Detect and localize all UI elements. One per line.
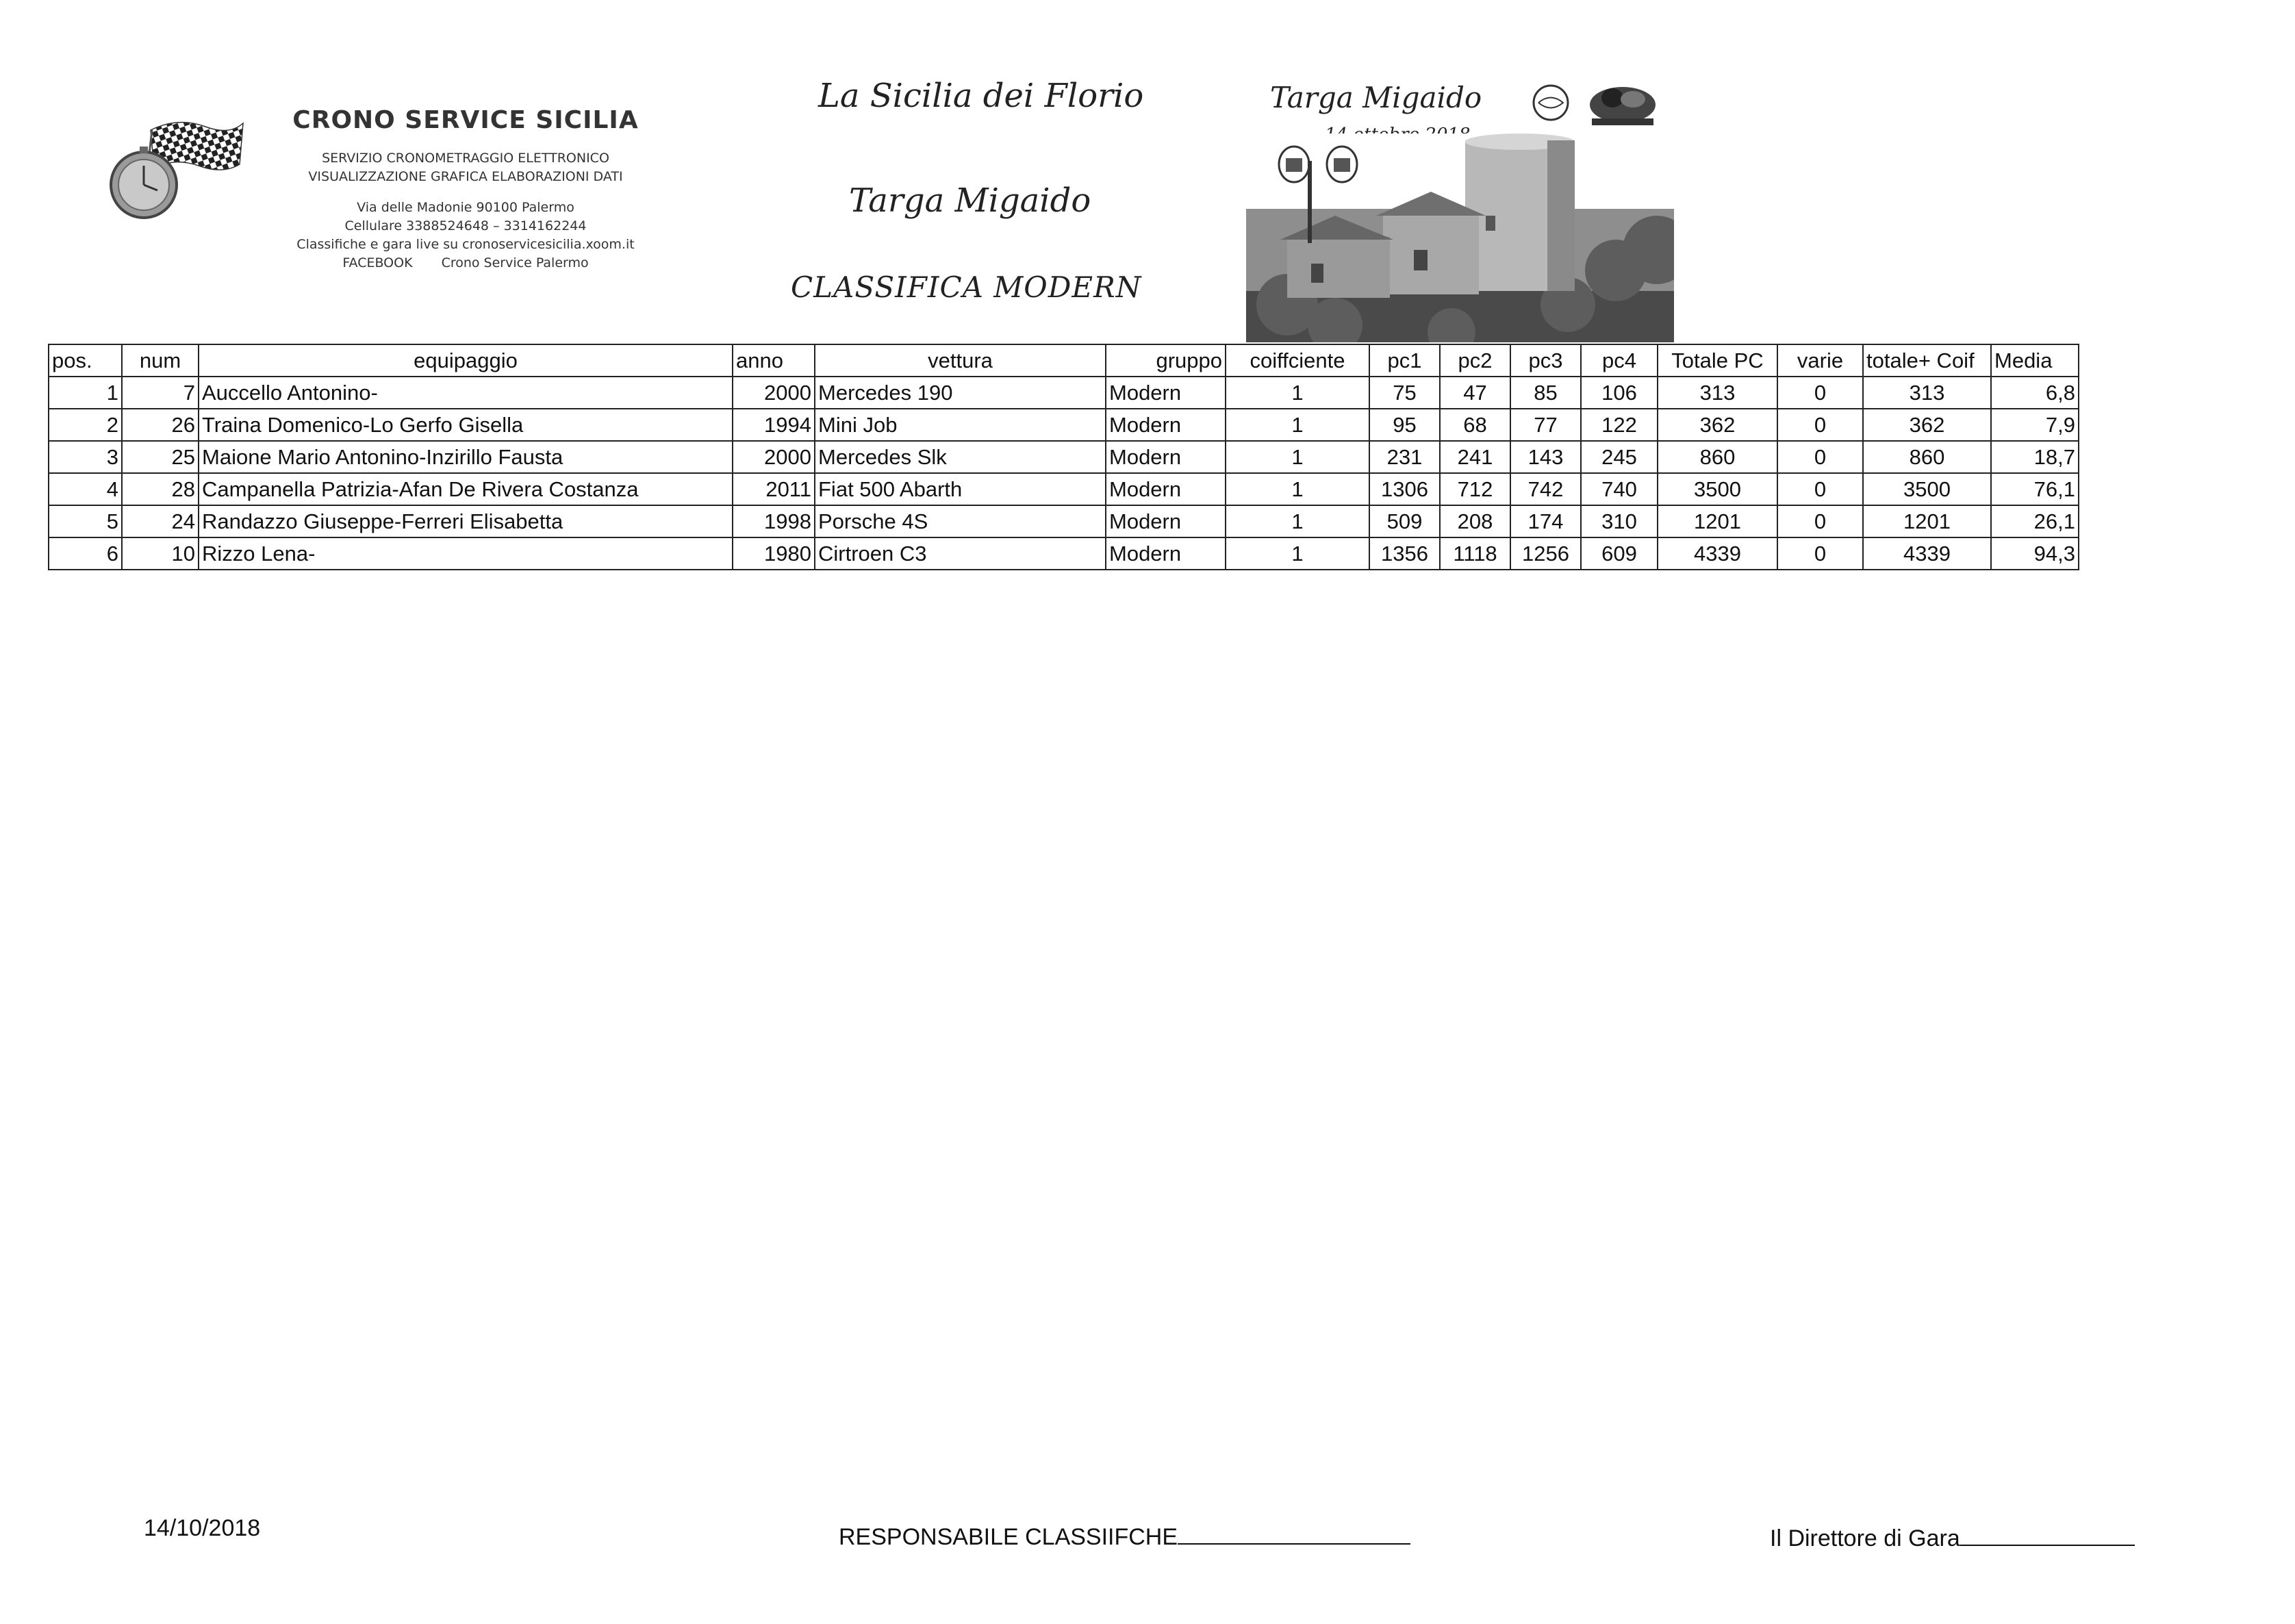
cell-coefficiente: 1 [1226, 409, 1369, 441]
footer-date: 14/10/2018 [144, 1515, 261, 1541]
cell-pos: 4 [49, 473, 122, 505]
cell-varie: 0 [1777, 441, 1863, 473]
cell-totale-pc: 313 [1658, 377, 1777, 409]
cell-totale-pc: 860 [1658, 441, 1777, 473]
table-row [49, 505, 2079, 537]
cell-pc1: 75 [1369, 377, 1440, 409]
table-header-row [49, 344, 2079, 377]
cell-totale-pc: 362 [1658, 409, 1777, 441]
company-facebook [233, 254, 698, 272]
cell-equipaggio: Randazzo Giuseppe-Ferreri Elisabetta [199, 505, 733, 537]
cell-vettura: Cirtroen C3 [815, 537, 1106, 570]
company-address: Via delle Madonie 90100 Palermo [357, 200, 574, 215]
responsible-label: RESPONSABILE CLASSIIFCHE [839, 1524, 1178, 1550]
col-header-anno: anno [733, 344, 815, 377]
col-header-gruppo: gruppo [1106, 344, 1226, 377]
cell-pc2: 47 [1440, 377, 1510, 409]
cell-pc4: 310 [1581, 505, 1658, 537]
crono-service-logo-icon [103, 110, 246, 226]
company-name: CRONO SERVICE SICILIA [292, 106, 639, 134]
cell-varie: 0 [1777, 537, 1863, 570]
cell-vettura: Fiat 500 Abarth [815, 473, 1106, 505]
col-header-varie: varie [1777, 344, 1863, 377]
cell-pc1: 509 [1369, 505, 1440, 537]
cell-varie: 0 [1777, 505, 1863, 537]
cell-varie: 0 [1777, 473, 1863, 505]
facebook-label: FACEBOOK [342, 255, 413, 270]
classification-table [48, 344, 2079, 570]
classification-title: CLASSIFICA MODERN [791, 270, 1142, 304]
cell-vettura: Mercedes Slk [815, 441, 1106, 473]
cell-totale-pc: 3500 [1658, 473, 1777, 505]
cell-equipaggio: Rizzo Lena- [199, 537, 733, 570]
cell-equipaggio: Maione Mario Antonino-Inzirillo Fausta [199, 441, 733, 473]
cell-num: 7 [122, 377, 199, 409]
company-website: Classifiche e gara live su cronoservicesicilia.xoom.it [296, 237, 635, 252]
cell-num: 28 [122, 473, 199, 505]
cell-pc3: 742 [1510, 473, 1581, 505]
cell-totale-pc: 1201 [1658, 505, 1777, 537]
cell-pc1: 231 [1369, 441, 1440, 473]
cell-media: 18,7 [1991, 441, 2079, 473]
col-header-num: num [122, 344, 199, 377]
cell-num: 10 [122, 537, 199, 570]
footer-director [1770, 1524, 2135, 1552]
cell-pc1: 1306 [1369, 473, 1440, 505]
footer-responsible [839, 1523, 1410, 1551]
service-line-1: SERVIZIO CRONOMETRAGGIO ELETTRONICO [322, 151, 609, 166]
table-row [49, 537, 2079, 570]
facebook-name: Crono Service Palermo [441, 255, 589, 270]
cell-pc3: 174 [1510, 505, 1581, 537]
cell-equipaggio: Auccello Antonino- [199, 377, 733, 409]
sponsor-logos-icon [1523, 72, 1674, 134]
cell-num: 26 [122, 409, 199, 441]
col-header-pc3: pc3 [1510, 344, 1581, 377]
cell-coefficiente: 1 [1226, 505, 1369, 537]
cell-pos: 5 [49, 505, 122, 537]
cell-equipaggio: Campanella Patrizia-Afan De Rivera Costanza [199, 473, 733, 505]
cell-vettura: Mercedes 190 [815, 377, 1106, 409]
crono-service-header [233, 106, 698, 272]
service-line-2: VISUALIZZAZIONE GRAFICA ELABORAZIONI DATI [308, 169, 623, 184]
cell-anno: 1994 [733, 409, 815, 441]
cell-media: 94,3 [1991, 537, 2079, 570]
cell-anno: 2000 [733, 441, 815, 473]
cell-pc2: 241 [1440, 441, 1510, 473]
cell-gruppo: Modern [1106, 441, 1226, 473]
cell-media: 76,1 [1991, 473, 2079, 505]
cell-anno: 2011 [733, 473, 815, 505]
cell-pc3: 85 [1510, 377, 1581, 409]
col-header-media: Media [1991, 344, 2079, 377]
cell-media: 26,1 [1991, 505, 2079, 537]
cell-totale-coif: 1201 [1863, 505, 1991, 537]
event-name-title: Targa Migaido [849, 181, 1091, 220]
cell-pc1: 1356 [1369, 537, 1440, 570]
event-series-title: La Sicilia dei Florio [818, 77, 1144, 115]
castle-photo [1246, 134, 1674, 342]
col-header-totale-coif: totale+ Coif [1863, 344, 1991, 377]
cell-vettura: Mini Job [815, 409, 1106, 441]
col-header-pc2: pc2 [1440, 344, 1510, 377]
cell-media: 6,8 [1991, 377, 2079, 409]
director-label: Il Direttore di Gara [1770, 1525, 1960, 1551]
cell-anno: 1980 [733, 537, 815, 570]
cell-pos: 3 [49, 441, 122, 473]
cell-coefficiente: 1 [1226, 537, 1369, 570]
cell-gruppo: Modern [1106, 505, 1226, 537]
cell-pos: 1 [49, 377, 122, 409]
cell-pos: 2 [49, 409, 122, 441]
cell-anno: 2000 [733, 377, 815, 409]
col-header-pc4: pc4 [1581, 344, 1658, 377]
responsible-signature-line [1178, 1523, 1410, 1545]
col-header-coefficiente: coiffciente [1226, 344, 1369, 377]
col-header-totale-pc: Totale PC [1658, 344, 1777, 377]
cell-anno: 1998 [733, 505, 815, 537]
cell-pc4: 106 [1581, 377, 1658, 409]
cell-varie: 0 [1777, 409, 1863, 441]
cell-gruppo: Modern [1106, 473, 1226, 505]
table-row [49, 377, 2079, 409]
cell-coefficiente: 1 [1226, 441, 1369, 473]
director-signature-line [1960, 1524, 2135, 1546]
event-logo-title: Targa Migaido [1270, 81, 1482, 114]
col-header-equipaggio: equipaggio [199, 344, 733, 377]
cell-pc2: 68 [1440, 409, 1510, 441]
cell-totale-coif: 860 [1863, 441, 1991, 473]
cell-pc3: 77 [1510, 409, 1581, 441]
cell-totale-coif: 3500 [1863, 473, 1991, 505]
cell-totale-pc: 4339 [1658, 537, 1777, 570]
cell-pc2: 712 [1440, 473, 1510, 505]
cell-pc3: 1256 [1510, 537, 1581, 570]
cell-pc2: 1118 [1440, 537, 1510, 570]
col-header-pos: pos. [49, 344, 122, 377]
cell-pc4: 245 [1581, 441, 1658, 473]
cell-coefficiente: 1 [1226, 473, 1369, 505]
cell-varie: 0 [1777, 377, 1863, 409]
cell-coefficiente: 1 [1226, 377, 1369, 409]
cell-totale-coif: 313 [1863, 377, 1991, 409]
cell-totale-coif: 362 [1863, 409, 1991, 441]
cell-vettura: Porsche 4S [815, 505, 1106, 537]
cell-pc3: 143 [1510, 441, 1581, 473]
cell-pc4: 740 [1581, 473, 1658, 505]
cell-equipaggio: Traina Domenico-Lo Gerfo Gisella [199, 409, 733, 441]
table-row [49, 473, 2079, 505]
cell-gruppo: Modern [1106, 537, 1226, 570]
col-header-pc1: pc1 [1369, 344, 1440, 377]
cell-num: 25 [122, 441, 199, 473]
cell-totale-coif: 4339 [1863, 537, 1991, 570]
table-row [49, 409, 2079, 441]
cell-gruppo: Modern [1106, 377, 1226, 409]
cell-pos: 6 [49, 537, 122, 570]
cell-media: 7,9 [1991, 409, 2079, 441]
company-phone: Cellulare 3388524648 – 3314162244 [344, 218, 587, 233]
cell-pc1: 95 [1369, 409, 1440, 441]
table-row [49, 441, 2079, 473]
col-header-vettura: vettura [815, 344, 1106, 377]
cell-gruppo: Modern [1106, 409, 1226, 441]
cell-pc4: 122 [1581, 409, 1658, 441]
cell-num: 24 [122, 505, 199, 537]
cell-pc4: 609 [1581, 537, 1658, 570]
cell-pc2: 208 [1440, 505, 1510, 537]
